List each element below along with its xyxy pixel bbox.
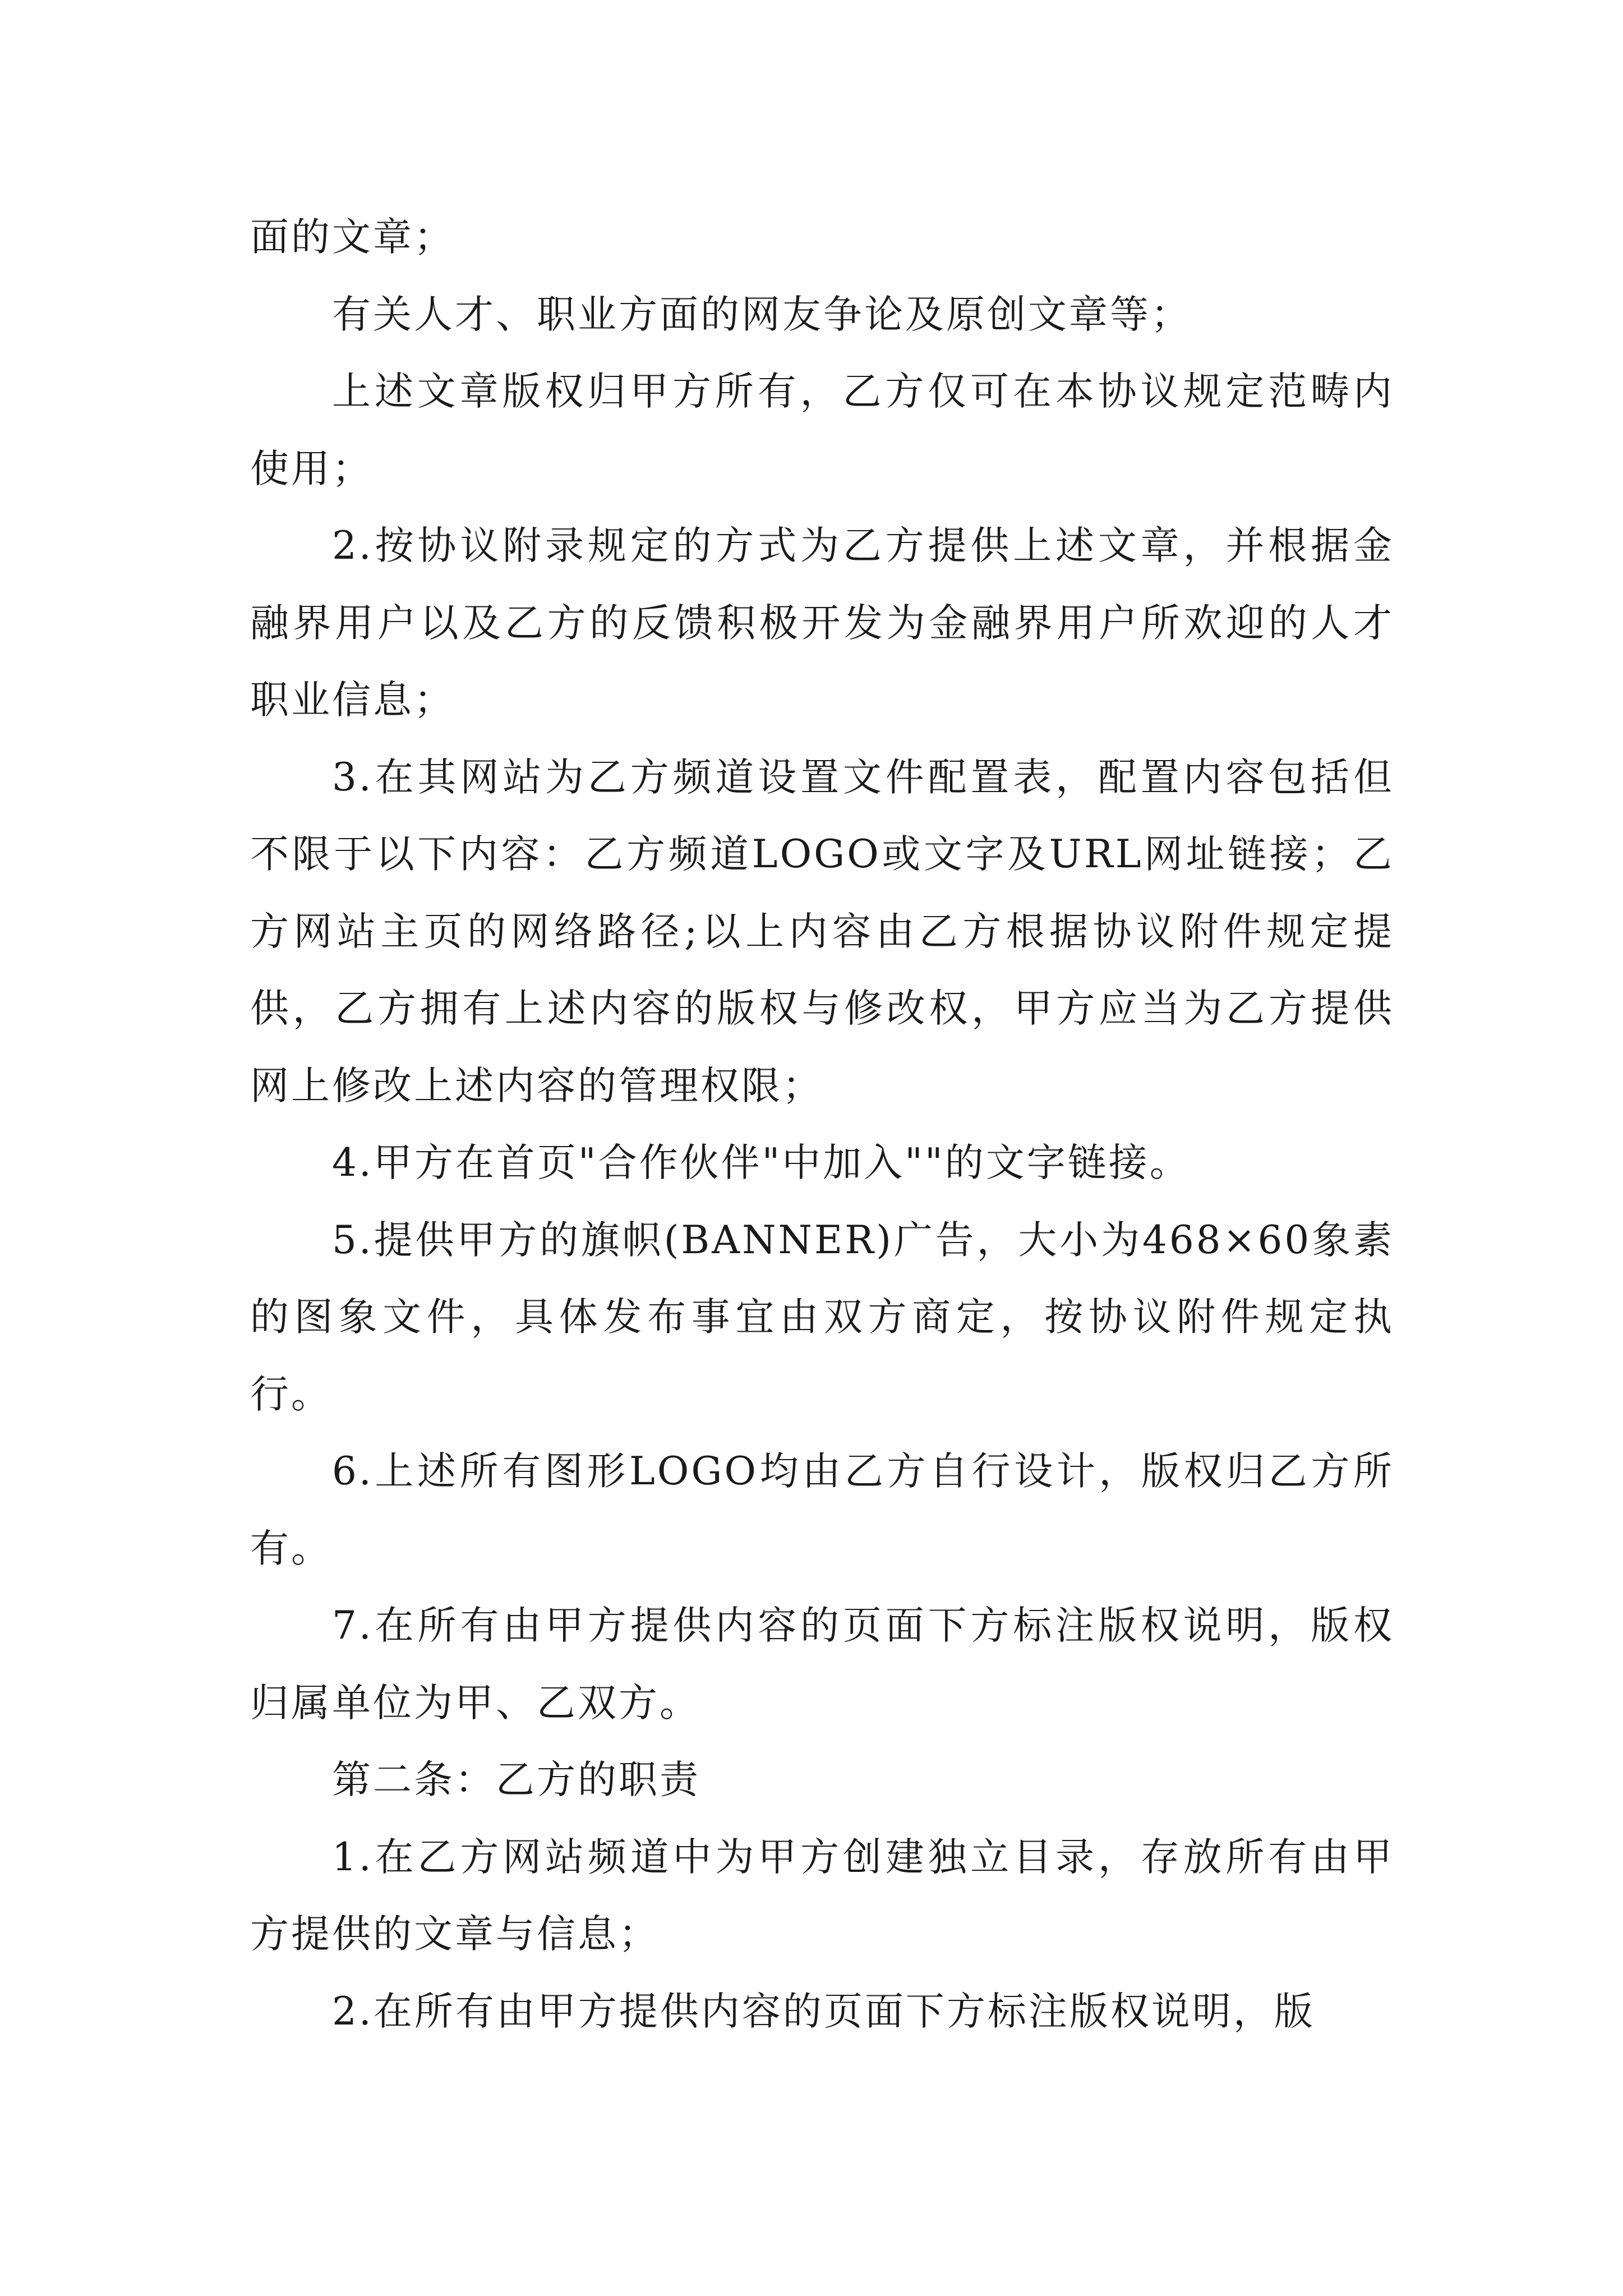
paragraph-item-5: 5.提供甲方的旗帜(BANNER)广告，大小为468×60象素的图象文件，具体发布事宜由双方商定，按协议附件规定执行。 [250,1217,1394,1417]
paragraph-item-1: 1.在乙方网站频道中为甲方创建独立目录，存放所有由甲方提供的文章与信息； [250,1834,1394,1957]
paragraph-item-7: 7.在所有由甲方提供内容的页面下方标注版权说明，版权归属单位为甲、乙双方。 [250,1603,1394,1726]
paragraph: 上述文章版权归甲方所有，乙方仅可在本协议规定范畴内使用； [250,369,1394,491]
paragraph: 有关人才、职业方面的网友争论及原创文章等； [332,292,1192,337]
paragraph-item-3: 3.在其网站为乙方频道设置文件配置表，配置内容包括但不限于以下内容：乙方频道LOGO或文字及URL网址链接；乙方网站主页的网络路径;以上内容由乙方根据协议附件规定提供，乙方拥有上述内容的版权与修改权，甲方应当为乙方提供网上修改上述内容的管理权限； [250,754,1394,1108]
paragraph-item-2: 2.按协议附录规定的方式为乙方提供上述文章，并根据金融界用户以及乙方的反馈积极开发为金融界用户所欢迎的人才职业信息； [250,523,1394,723]
paragraph-continuation: 面的文章； [250,215,455,260]
document-body [250,199,1394,2050]
paragraph-item-4: 4.甲方在首页"合作伙伴"中加入""的文字链接。 [332,1140,1191,1185]
section-heading: 第二条：乙方的职责 [332,1757,700,1802]
paragraph-item-6: 6.上述所有图形LOGO均由乙方自行设计，版权归乙方所有。 [250,1449,1394,1571]
paragraph-item-2-partial: 2.在所有由甲方提供内容的页面下方标注版权说明，版 [332,1989,1315,2034]
